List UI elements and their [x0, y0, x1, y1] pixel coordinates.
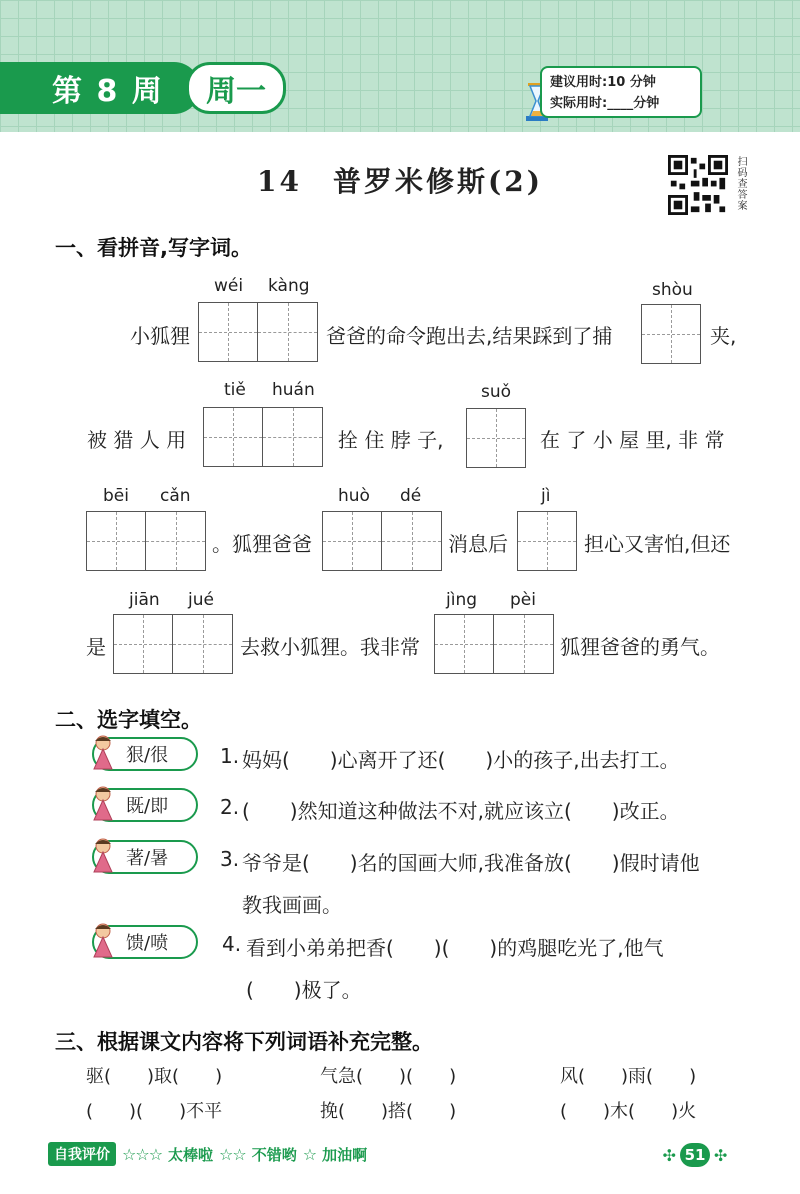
sentence-text: 被 猎 人 用: [87, 428, 187, 452]
qr-label: 扫码查答案: [735, 156, 746, 211]
choice-tag: [92, 788, 198, 822]
choice-tag-label: 狠/很: [126, 745, 169, 766]
question-number: 1.: [220, 744, 240, 768]
writing-box[interactable]: [146, 511, 206, 571]
sentence-text: 消息后: [448, 532, 508, 556]
pinyin: jìng: [446, 590, 478, 610]
question-text: 妈妈( )心离开了还( )小的孩子,出去打工。: [242, 748, 680, 772]
qr-code-icon[interactable]: [668, 155, 728, 215]
pinyin: huán: [272, 380, 315, 400]
idiom-blank[interactable]: 挽( )搭( ): [320, 1101, 457, 1122]
day-label: 周一: [186, 62, 286, 114]
eval-level: 太棒啦: [168, 1145, 214, 1164]
page-number: [655, 1142, 735, 1168]
writing-box[interactable]: [258, 302, 318, 362]
choice-tag-label: 馈/喷: [126, 933, 169, 954]
idiom-blank[interactable]: ( )木( )火: [560, 1101, 697, 1122]
star-icon[interactable]: ☆: [302, 1144, 317, 1164]
sentence-text: 夹,: [710, 324, 737, 348]
writing-box[interactable]: [113, 614, 173, 674]
sentence-text: 在 了 小 屋 里, 非 常: [540, 428, 725, 452]
pinyin: wéi: [214, 276, 244, 296]
question-text: 看到小弟弟把香( )( )的鸡腿吃光了,他气: [246, 936, 664, 960]
decoration-icon: ✣: [714, 1145, 728, 1165]
writing-box[interactable]: [86, 511, 146, 571]
question-number: 3.: [220, 847, 240, 871]
writing-box[interactable]: [203, 407, 263, 467]
writing-box[interactable]: [434, 614, 494, 674]
lesson-title: 14 普罗米修斯(2): [257, 165, 543, 198]
page-number-value: 51: [680, 1143, 710, 1167]
time-box: [540, 66, 702, 118]
idiom-blank[interactable]: ( )( )不平: [86, 1101, 223, 1122]
writing-box[interactable]: [641, 304, 701, 364]
pinyin: jì: [541, 486, 551, 506]
sentence-text: 去救小狐狸。我非常: [240, 635, 420, 659]
pinyin: tiě: [224, 380, 246, 400]
section2-heading: 二、选字填空。: [55, 708, 202, 732]
writing-box[interactable]: [198, 302, 258, 362]
self-evaluation: [48, 1142, 367, 1166]
writing-box[interactable]: [173, 614, 233, 674]
question-number: 4.: [222, 932, 242, 956]
idiom-blank[interactable]: 风( )雨( ): [560, 1066, 697, 1087]
question-text-continued: ( )极了。: [246, 978, 362, 1002]
choice-tag: [92, 840, 198, 874]
question-number: 2.: [220, 795, 240, 819]
pinyin: bēi: [103, 486, 129, 506]
sentence-text: 狐狸爸爸的勇气。: [560, 635, 720, 659]
doll-icon: [88, 733, 118, 773]
pinyin: pèi: [510, 590, 536, 610]
sentence-text: 拴 住 脖 子,: [338, 428, 444, 452]
choice-tag-label: 既/即: [126, 796, 169, 817]
writing-box[interactable]: [494, 614, 554, 674]
writing-box[interactable]: [517, 511, 577, 571]
doll-icon: [88, 921, 118, 961]
choice-tag-label: 著/暑: [126, 848, 169, 869]
star-icon[interactable]: ☆☆☆: [122, 1144, 163, 1164]
sentence-text: 小狐狸: [130, 324, 190, 348]
pinyin: shòu: [652, 280, 693, 300]
section3-heading: 三、根据课文内容将下列词语补充完整。: [55, 1030, 433, 1054]
question-text-continued: 教我画画。: [242, 893, 342, 917]
pinyin: cǎn: [160, 486, 191, 506]
writing-box[interactable]: [382, 511, 442, 571]
week-label: 第 8 周: [0, 62, 200, 114]
pinyin: jué: [188, 590, 214, 610]
pinyin: jiān: [129, 590, 160, 610]
doll-icon: [88, 836, 118, 876]
writing-box[interactable]: [322, 511, 382, 571]
idiom-blank[interactable]: 驱( )取( ): [86, 1066, 223, 1087]
writing-box[interactable]: [263, 407, 323, 467]
eval-label: 自我评价: [48, 1142, 116, 1166]
pinyin: suǒ: [481, 382, 512, 402]
question-text: ( )然知道这种做法不对,就应该立( )改正。: [242, 799, 680, 823]
pinyin: dé: [400, 486, 422, 506]
sentence-text: 担心又害怕,但还: [584, 532, 731, 556]
choice-tag: [92, 737, 198, 771]
decoration-icon: ✣: [662, 1145, 676, 1165]
sentence-text: 爸爸的命令跑出去,结果踩到了捕: [326, 324, 613, 348]
star-icon[interactable]: ☆☆: [219, 1144, 246, 1164]
doll-icon: [88, 784, 118, 824]
question-text: 爷爷是( )名的国画大师,我准备放( )假时请他: [242, 851, 700, 875]
pinyin: kàng: [268, 276, 310, 296]
sentence-text: 。狐狸爸爸: [212, 532, 312, 556]
writing-box[interactable]: [466, 408, 526, 468]
eval-level: 不错哟: [251, 1145, 297, 1164]
pinyin: huò: [338, 486, 370, 506]
suggested-time: 建议用时:10 分钟: [550, 75, 656, 90]
section1-heading: 一、看拼音,写字词。: [55, 236, 252, 260]
sentence-text: 是: [86, 635, 106, 659]
eval-level: 加油啊: [322, 1145, 368, 1164]
idiom-blank[interactable]: 气急( )( ): [320, 1066, 457, 1087]
choice-tag: [92, 925, 198, 959]
actual-time[interactable]: 实际用时:____分钟: [550, 96, 660, 111]
